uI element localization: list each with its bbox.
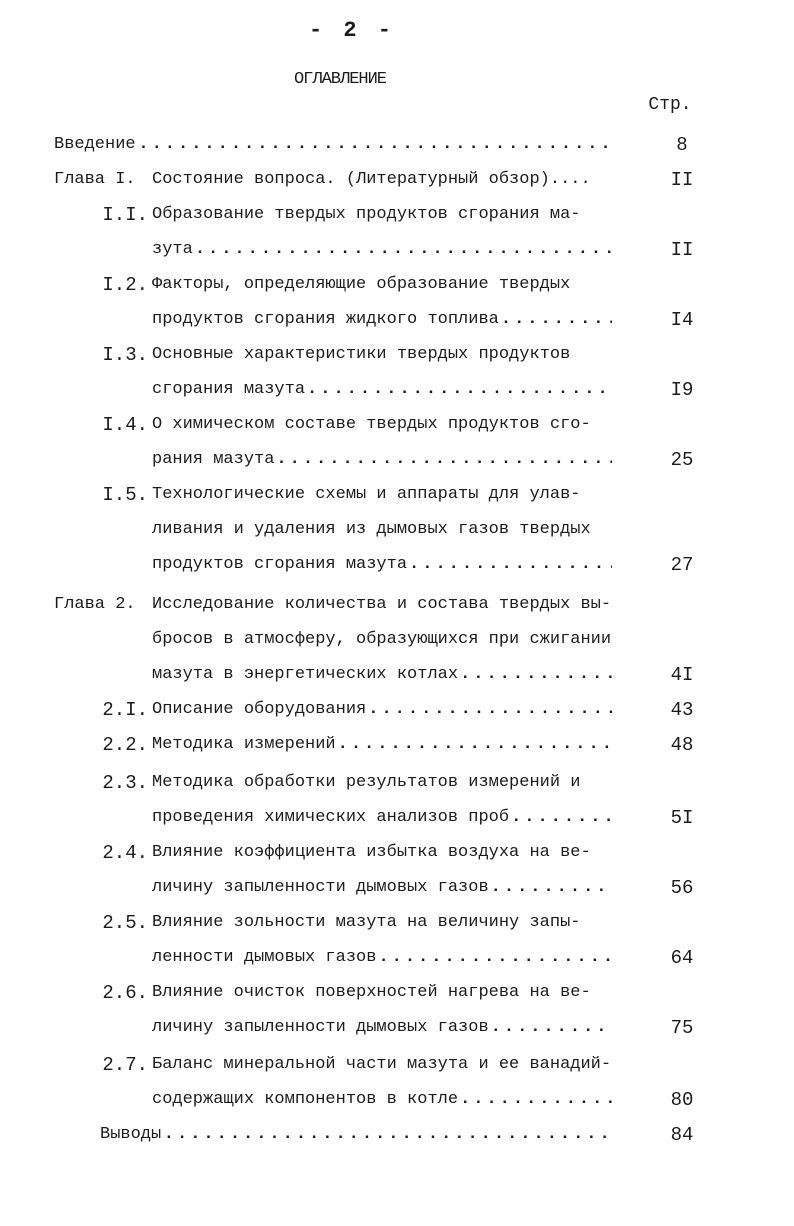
toc-section-number: 2.5. bbox=[102, 912, 148, 934]
dot-leader bbox=[501, 305, 612, 335]
toc-page-number: I4 bbox=[670, 309, 694, 331]
dot-leader bbox=[195, 235, 612, 265]
toc-page-number: 27 bbox=[670, 554, 694, 576]
toc-section-number: 2.4. bbox=[102, 842, 148, 864]
toc-page-number: II bbox=[670, 239, 694, 261]
toc-line bbox=[0, 978, 640, 1008]
toc-entry-text: Исследование количества и состава твердых вы- bbox=[152, 595, 612, 614]
toc-entry-text: ленности дымовых газов bbox=[152, 948, 377, 967]
toc-line bbox=[0, 130, 640, 160]
toc-entry-prefix: Выводы bbox=[100, 1125, 162, 1144]
toc-entry-text: Методика обработки результатов измерений и bbox=[152, 773, 581, 792]
toc-entry-text: личину запыленности дымовых газов bbox=[152, 1018, 489, 1037]
toc-line bbox=[0, 445, 640, 475]
dot-leader bbox=[307, 375, 612, 405]
dot-leader bbox=[409, 550, 612, 580]
toc-line bbox=[0, 270, 640, 300]
toc-line bbox=[0, 625, 640, 655]
toc-line bbox=[0, 730, 640, 760]
toc-line bbox=[0, 908, 640, 938]
toc-line bbox=[0, 590, 640, 620]
dot-leader bbox=[491, 1013, 612, 1043]
toc-entry-text: содержащих компонентов в котле bbox=[152, 1090, 459, 1109]
toc-line bbox=[0, 200, 640, 230]
toc-page-number: 84 bbox=[670, 1124, 694, 1146]
toc-line bbox=[0, 1050, 640, 1080]
toc-line bbox=[0, 375, 640, 405]
toc-section-number: I.3. bbox=[102, 344, 148, 366]
dot-leader bbox=[460, 660, 612, 690]
toc-line bbox=[0, 305, 640, 335]
toc-entry-text: продуктов сгорания мазута bbox=[152, 555, 408, 574]
dot-leader bbox=[138, 130, 612, 160]
toc-entry-text: сгорания мазута bbox=[152, 380, 306, 399]
toc-page-number: 48 bbox=[670, 734, 694, 756]
toc-page-number: II bbox=[670, 169, 694, 191]
toc-entry-text: Образование твердых продуктов сгорания ма- bbox=[152, 205, 581, 224]
toc-page-number: 43 bbox=[670, 699, 694, 721]
toc-section-number: I.I. bbox=[102, 204, 148, 226]
toc-line bbox=[0, 838, 640, 868]
toc-line bbox=[0, 165, 640, 195]
toc-line bbox=[0, 943, 640, 973]
dot-leader bbox=[511, 803, 612, 833]
dot-leader bbox=[338, 730, 612, 760]
dot-leader bbox=[368, 695, 612, 725]
toc-section-number: 2.I. bbox=[102, 699, 148, 721]
toc-page-number: 64 bbox=[670, 947, 694, 969]
dot-leader bbox=[491, 873, 612, 903]
toc-section-number: 2.7. bbox=[102, 1054, 148, 1076]
toc-line bbox=[0, 410, 640, 440]
toc-entry-text: мазута в энергетических котлах bbox=[152, 665, 459, 684]
toc-line bbox=[0, 1085, 640, 1115]
toc-entry-text: Баланс минеральной части мазута и ее ванадий- bbox=[152, 1055, 612, 1074]
toc-entry-text: продуктов сгорания жидкого топлива bbox=[152, 310, 499, 329]
toc-line bbox=[0, 480, 640, 510]
toc-line bbox=[0, 873, 640, 903]
toc-entry-text: бросов в атмосферу, образующихся при сжигании bbox=[152, 630, 612, 649]
toc-line bbox=[0, 1120, 640, 1150]
toc-entry-text: Основные характеристики твердых продуктов bbox=[152, 345, 571, 364]
toc-entry-prefix: Глава 2. bbox=[54, 595, 136, 614]
toc-entry-text: личину запыленности дымовых газов bbox=[152, 878, 489, 897]
toc-page-number: 4I bbox=[670, 664, 694, 686]
toc-entry-text: проведения химических анализов проб bbox=[152, 808, 510, 827]
toc-page-number: 8 bbox=[676, 134, 688, 156]
page-column-label: Стр. bbox=[648, 95, 692, 115]
toc-line bbox=[0, 768, 640, 798]
toc-line bbox=[0, 1013, 640, 1043]
toc-page-number: 56 bbox=[670, 877, 694, 899]
toc-entry-text: Методика измерений bbox=[152, 735, 336, 754]
toc-entry-text: Влияние зольности мазута на величину запы- bbox=[152, 913, 581, 932]
toc-line bbox=[0, 695, 640, 725]
toc-entry-text: Факторы, определяющие образование твердых bbox=[152, 275, 571, 294]
toc-line bbox=[0, 340, 640, 370]
dot-leader bbox=[460, 1085, 612, 1115]
toc-entry-text: Состояние вопроса. (Литературный обзор).... bbox=[152, 170, 591, 189]
toc-entry-prefix: Введение bbox=[54, 135, 136, 154]
toc-page-number: 5I bbox=[670, 807, 694, 829]
toc-line bbox=[0, 515, 640, 545]
toc-line bbox=[0, 660, 640, 690]
toc-line bbox=[0, 550, 640, 580]
toc-entry-text: Технологические схемы и аппараты для улав- bbox=[152, 485, 581, 504]
page-number: - 2 - bbox=[308, 18, 395, 43]
dot-leader bbox=[276, 445, 612, 475]
toc-entry-text: Влияние очисток поверхностей нагрева на ве- bbox=[152, 983, 591, 1002]
toc-entry-text: Влияние коэффициента избытка воздуха на ве- bbox=[152, 843, 591, 862]
toc-entry-text: О химическом составе твердых продуктов сго- bbox=[152, 415, 591, 434]
toc-page-number: 75 bbox=[670, 1017, 694, 1039]
toc-entry-prefix: Глава I. bbox=[54, 170, 136, 189]
toc-section-number: I.5. bbox=[102, 484, 148, 506]
toc-entry-text: Описание оборудования bbox=[152, 700, 367, 719]
toc-section-number: 2.2. bbox=[102, 734, 148, 756]
dot-leader bbox=[378, 943, 612, 973]
toc-title: ОГЛАВЛЕНИЕ bbox=[293, 70, 387, 89]
toc-line bbox=[0, 235, 640, 265]
toc-section-number: I.4. bbox=[102, 414, 148, 436]
toc-section-number: 2.3. bbox=[102, 772, 148, 794]
toc-page-number: 25 bbox=[670, 449, 694, 471]
toc-page-number: I9 bbox=[670, 379, 694, 401]
toc-page-number: 80 bbox=[670, 1089, 694, 1111]
toc-line bbox=[0, 803, 640, 833]
toc-entry-text: зута bbox=[152, 240, 193, 259]
toc-entry-text: рания мазута bbox=[152, 450, 275, 469]
toc-entry-text: ливания и удаления из дымовых газов твердых bbox=[152, 520, 591, 539]
toc-section-number: 2.6. bbox=[102, 982, 148, 1004]
dot-leader bbox=[164, 1120, 612, 1150]
toc-section-number: I.2. bbox=[102, 274, 148, 296]
